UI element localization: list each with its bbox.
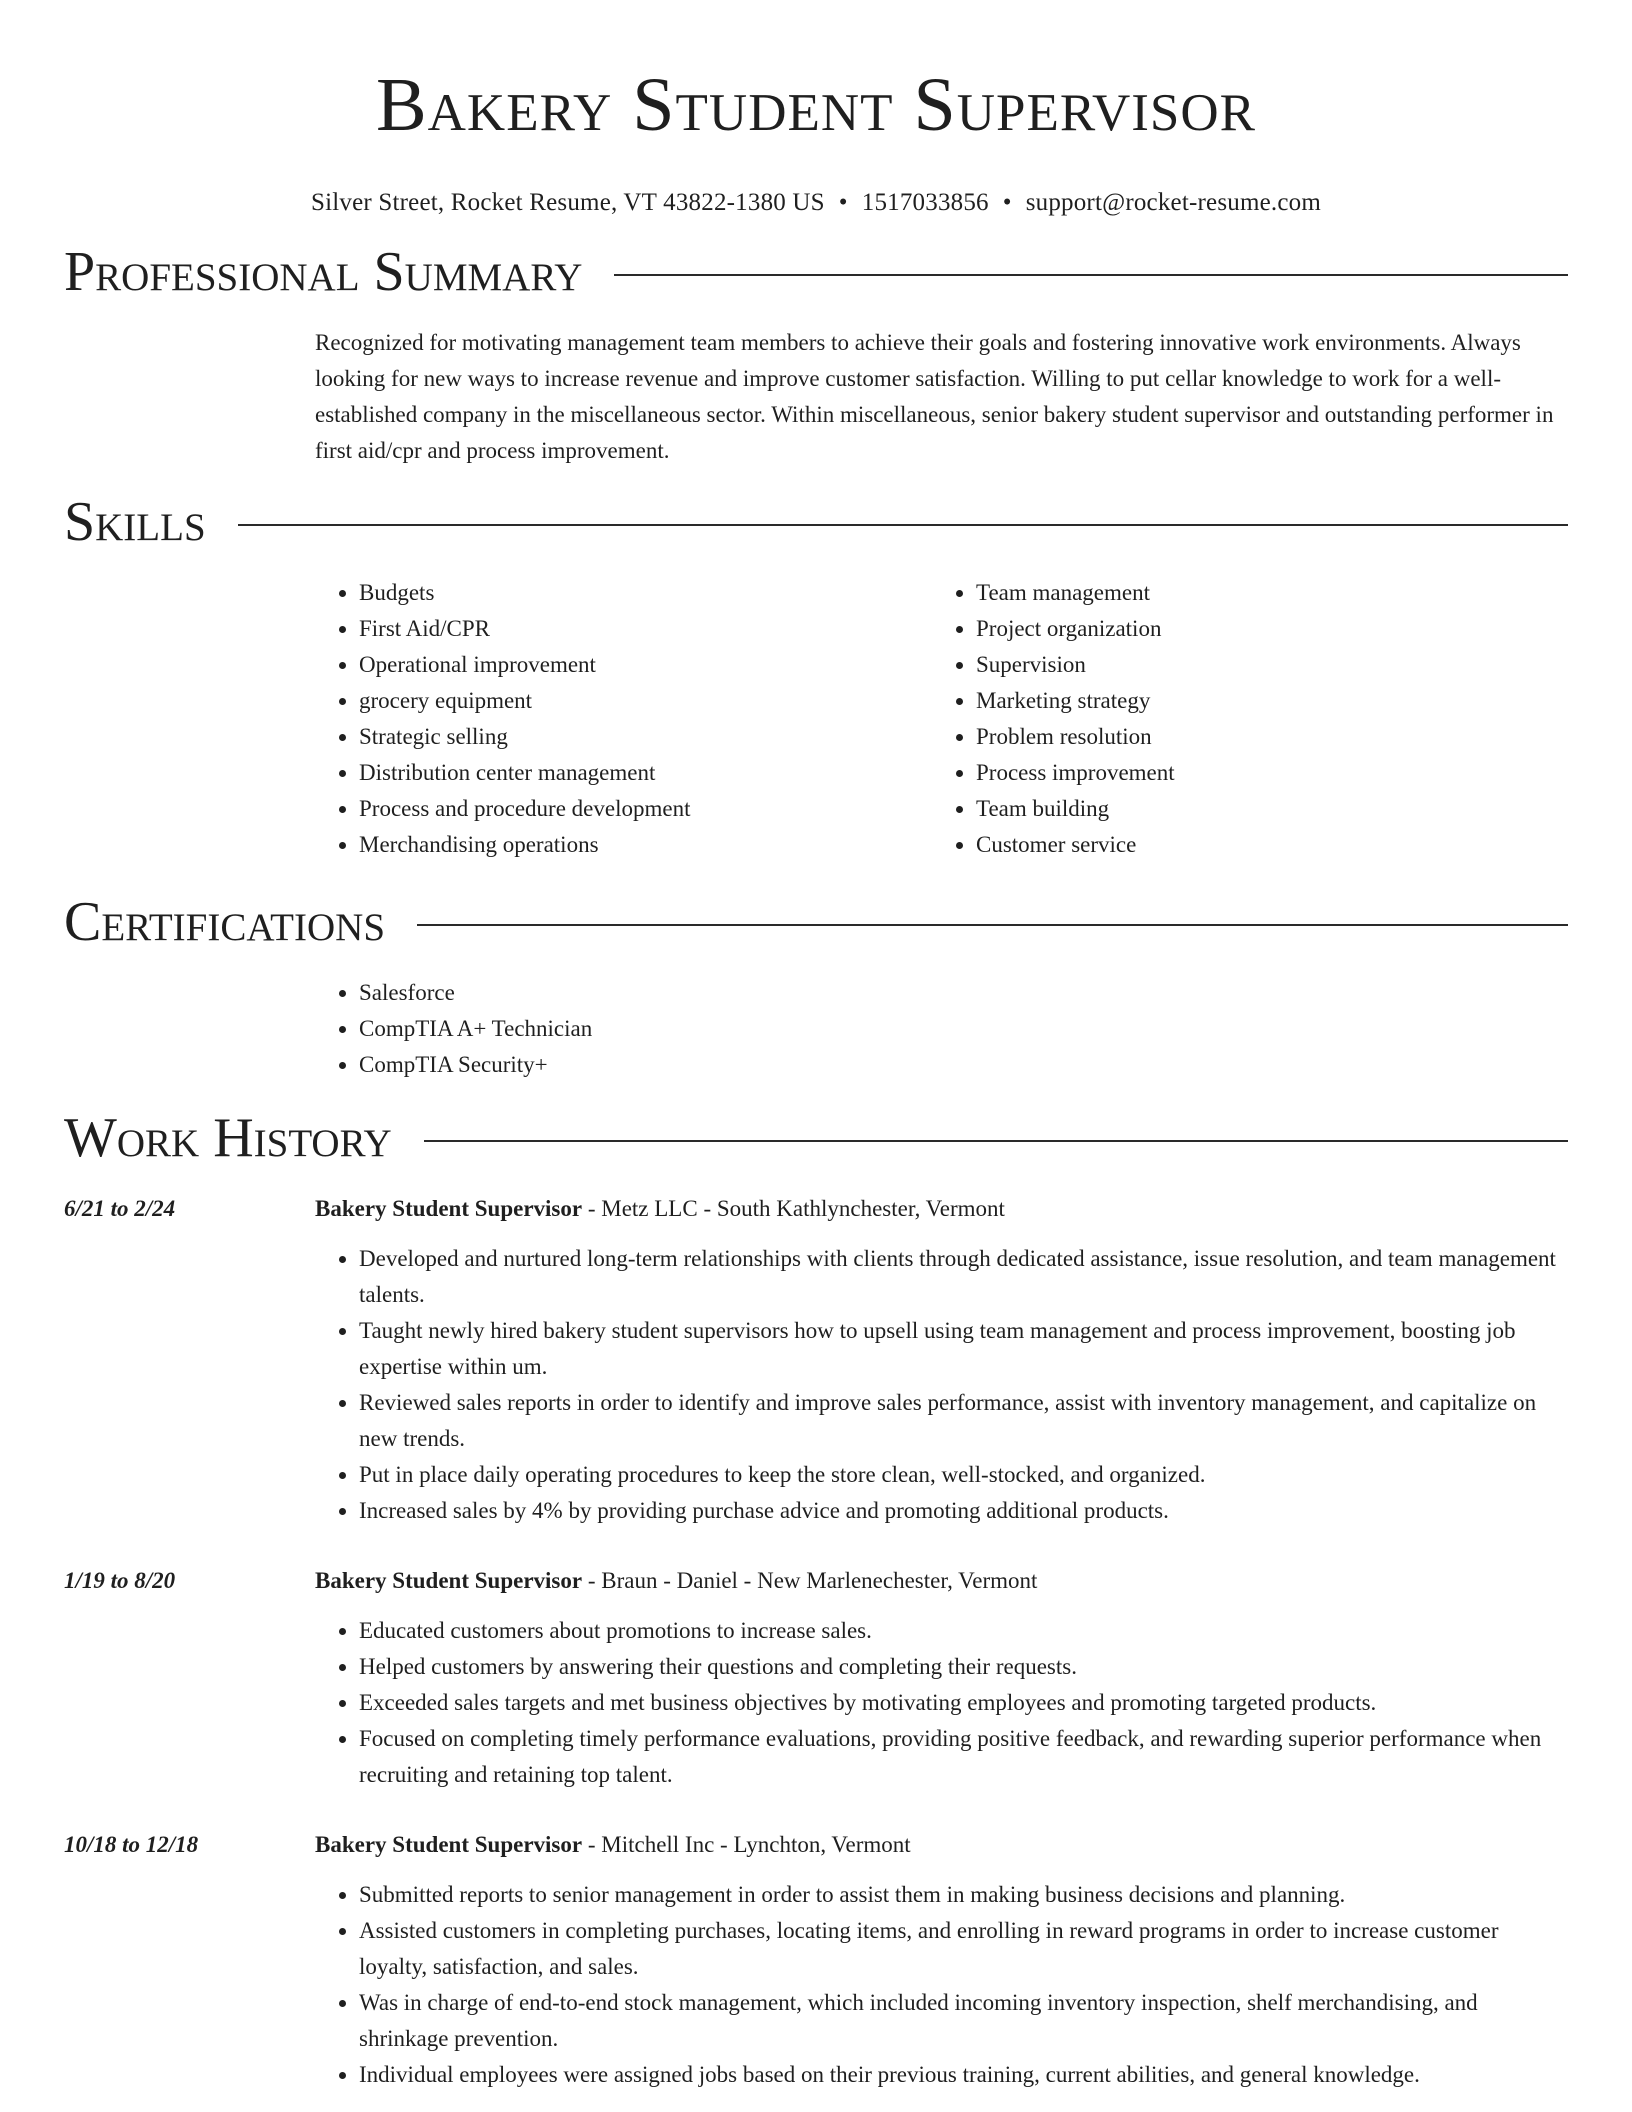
certification-item: • CompTIA Security+ [359,1047,1568,1083]
skill-item: • Marketing strategy [976,683,1549,719]
work-title-line [315,1827,1568,1863]
work-body [315,1827,1568,2093]
work-bullets [315,1877,1568,2093]
work-bullet: • Submitted reports to senior management in order to assist them in making business decisions and planning. [359,1877,1568,1913]
work-bullet: • Reviewed sales reports in order to identify and improve sales performance, assist with inventory management, and capitalize on new trends. [359,1385,1568,1457]
section-divider [614,274,1568,276]
skills-heading [64,487,1568,557]
work-bullets [315,1241,1568,1529]
skills-list-right [932,575,1549,863]
employer-location: - Braun - Daniel - New Marlenechester, Vermont [582,1568,1038,1593]
work-entry [64,1191,1568,1529]
work-title-line [315,1563,1568,1599]
skill-item: • First Aid/CPR [359,611,932,647]
work-dates: 10/18 to 12/18 [64,1832,199,1857]
section-divider [238,524,1568,526]
work-title-line [315,1191,1568,1227]
summary-heading [64,237,1568,307]
work-bullets [315,1613,1568,1793]
work-bullet: • Taught newly hired bakery student supervisors how to upsell using team management and process improvement, boosting job expertise within um. [359,1313,1568,1385]
work-dates: 6/21 to 2/24 [64,1196,176,1221]
work-heading [64,1103,1568,1173]
skill-item: • Process improvement [976,755,1549,791]
work-section [64,1103,1568,2093]
work-entry [64,1827,1568,2093]
employer-location: - Metz LLC - South Kathlynchester, Vermont [582,1196,1005,1221]
certifications-heading [64,887,1568,957]
certification-item: • CompTIA A+ Technician [359,1011,1568,1047]
summary-body [315,325,1568,469]
section-divider [417,924,1568,926]
resume-name: Bakery Student Supervisor [375,63,1257,147]
skill-item: • Budgets [359,575,932,611]
skills-section [64,487,1568,863]
skills-list-left [315,575,932,863]
employer-location: - Mitchell Inc - Lynchton, Vermont [582,1832,911,1857]
certification-item: • Salesforce [359,975,1568,1011]
work-bullet: • Helped customers by answering their questions and completing their requests. [359,1649,1568,1685]
skill-item: • grocery equipment [359,683,932,719]
skill-item: • Customer service [976,827,1549,863]
work-bullet: • Assisted customers in completing purchases, locating items, and enrolling in reward programs in order to increase customer loyalty, satisfaction, and sales. [359,1913,1568,1985]
work-body [315,1563,1568,1793]
contact-address: Silver Street, Rocket Resume, VT 43822-1380 US [311,189,825,216]
skill-item: • Process and procedure development [359,791,932,827]
work-bullet: • Developed and nurtured long-term relationships with clients through dedicated assistance, issue resolution, and team management talents. [359,1241,1568,1313]
work-bullet: • Exceeded sales targets and met business objectives by motivating employees and promoting targeted products. [359,1685,1568,1721]
summary-text: Recognized for motivating management team members to achieve their goals and fostering innovative work environments. Always looking for new ways to increase revenue and improve customer satisfaction. Willing to put cellar knowledge to work for a well-established company in the miscellaneous sector. Within miscellaneous, senior bakery student supervisor and outstanding performer in first aid/cpr and process improvement. [315,330,1554,463]
summary-title: Professional Summary [64,241,583,303]
skill-item: • Problem resolution [976,719,1549,755]
skill-item: • Team management [976,575,1549,611]
skill-item: • Operational improvement [359,647,932,683]
certifications-body [315,975,1568,1083]
skills-columns [315,575,1568,863]
certifications-section [64,887,1568,1083]
certifications-list [315,975,1568,1083]
contact-email: support@rocket-resume.com [1025,189,1321,216]
work-bullet: • Individual employees were assigned jobs based on their previous training, current abilities, and general knowledge. [359,2057,1568,2093]
contact-line [64,186,1568,220]
skills-title: Skills [64,491,206,553]
work-title: Work History [64,1107,392,1169]
skill-item: • Distribution center management [359,755,932,791]
job-title: Bakery Student Supervisor [315,1196,583,1221]
work-entry [64,1563,1568,1793]
work-bullet: • Increased sales by 4% by providing purchase advice and promoting additional products. [359,1493,1568,1529]
skill-item: • Project organization [976,611,1549,647]
job-title: Bakery Student Supervisor [315,1568,583,1593]
contact-separator: • [838,189,848,216]
work-body [315,1191,1568,1529]
skill-item: • Merchandising operations [359,827,932,863]
work-bullet: • Educated customers about promotions to increase sales. [359,1613,1568,1649]
work-bullet: • Focused on completing timely performance evaluations, providing positive feedback, and rewarding superior performance when recruiting and retaining top talent. [359,1721,1568,1793]
skill-item: • Strategic selling [359,719,932,755]
certifications-title: Certifications [64,891,386,953]
contact-phone: 1517033856 [861,189,989,216]
section-divider [424,1140,1568,1142]
work-dates: 1/19 to 8/20 [64,1568,176,1593]
summary-section [64,237,1568,469]
contact-separator: • [1002,189,1012,216]
skill-item: • Supervision [976,647,1549,683]
job-title: Bakery Student Supervisor [315,1832,583,1857]
resume-page [64,0,1568,2093]
skill-item: • Team building [976,791,1549,827]
work-bullet: • Put in place daily operating procedures to keep the store clean, well-stocked, and organized. [359,1457,1568,1493]
work-bullet: • Was in charge of end-to-end stock management, which included incoming inventory inspection, shelf merchandising, and shrinkage prevention. [359,1985,1568,2057]
